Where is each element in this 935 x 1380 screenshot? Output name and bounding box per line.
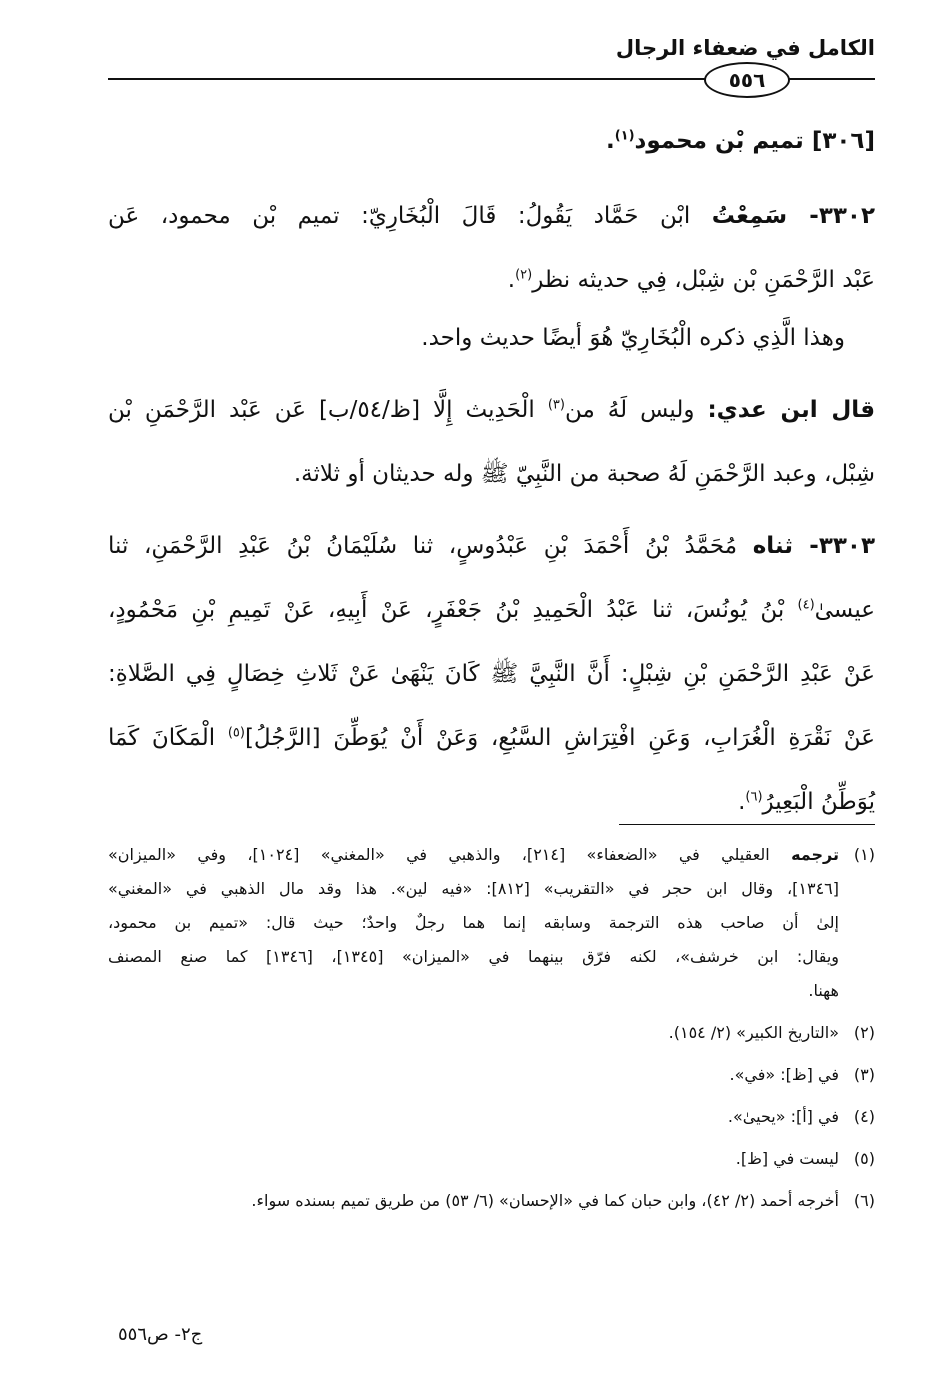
text-line [108, 578, 875, 642]
footnote-number: (٢) [853, 1023, 875, 1042]
footnote-ref[interactable]: (٣) [547, 397, 565, 413]
footnote-3 [108, 1058, 875, 1092]
text-span: مُحَمَّدُ بْنُ أَحْمَدَ بْنِ عَبْدُوسٍ، ثنا سُلَيْمَانُ بْنُ عَبْدِ الرَّحْمَنِ، ثنا [108, 533, 753, 559]
footnote-1 [108, 838, 875, 872]
text-span: يُوَطِّنُ الْبَعِيرُ [762, 789, 875, 815]
text-span: [١٣٤٦]، وقال ابن حجر في «التقريب» [٨١٢]: «فيه لين». هذا وقد مال الذهبي في «المغني» [108, 879, 839, 898]
text-span: ترجمه [791, 845, 840, 864]
entry-number: [٣٠٦] [811, 128, 875, 154]
footnote-5 [108, 1142, 875, 1176]
text-span: عَبْد الرَّحْمَنِ بْن شِبْل، فِي حديثه نظر [532, 267, 875, 293]
text-span: «التاريخ الكبير» (٢/ ١٥٤). [668, 1023, 839, 1042]
footnote-ref[interactable]: (٤) [797, 597, 815, 613]
text-span: ليست في [ظ]. [735, 1149, 839, 1168]
footnote-ref[interactable]: (٥) [227, 725, 245, 741]
footnote-ref[interactable]: (١) [614, 128, 635, 144]
text-span: عيسىٰ [814, 597, 875, 623]
footnote-ref[interactable]: (٢) [515, 267, 533, 283]
footnote-number: (٣) [853, 1065, 875, 1084]
text-line [108, 514, 875, 578]
footnote-number: (٦) [853, 1191, 875, 1210]
footnote-line [108, 906, 875, 940]
footnote-2 [108, 1016, 875, 1050]
text-span: ابْن حَمَّاد يَقُولُ: قَالَ الْبُخَارِيّ: تميم بْن محمود، عَن [108, 203, 712, 229]
text-span: في [أ]: «يحيىٰ». [727, 1107, 839, 1126]
text-span: الْحَدِيث إِلَّا [ظ/٥٤/ب] عَن عَبْد الرَّحْمَنِ بْن [108, 397, 548, 423]
page-number: ٥٥٦ [728, 68, 766, 92]
page-number-oval [704, 62, 790, 98]
text-span: إلىٰ أن صاحب هذه الترجمة وسابقه إنما هما رجلٌ واحدٌ؛ حيث قال: «تميم بن محمود، [108, 913, 839, 932]
entry-title [606, 128, 875, 154]
text-span: بْنُ يُونُسَ، ثنا عَبْدُ الْحَمِيدِ بْنُ جَعْفَرٍ، عَنْ أَبِيهِ، عَنْ تَمِيمِ بْنِ مَحْمُودٍ، [108, 597, 798, 623]
text-line [108, 442, 875, 506]
text-span: ويقال: ابن خرشف»، لكنه فرّق بينهما في «الميزان» [١٣٤٥]، [١٣٤٦] كما صنع المصنف [108, 947, 840, 966]
footnotes [108, 838, 875, 1218]
footnote-ref[interactable]: (٦) [745, 789, 763, 805]
footnote-number: (٥) [853, 1149, 875, 1168]
text-span: عَنْ نَقْرَةِ الْغُرَابِ، وَعَنِ افْتِرَاشِ السَّبُعِ، وَعَنْ أَنْ يُوَطِّنَ [الرَّجُلُ] [244, 725, 876, 751]
footnote-line [108, 974, 875, 1008]
hadith-number-3302: ٣٣٠٢- سَمِعْتُ [711, 203, 876, 229]
text-span: . [507, 267, 516, 293]
text-span: ههنا. [808, 981, 839, 1000]
footnote-separator [619, 824, 875, 825]
hadith-number-3303: ٣٣٠٣- ثناه [752, 533, 876, 559]
text-span: عَنْ عَبْدِ الرَّحْمَنِ بْنِ شِبْلٍ: أَنَّ النَّبِيَّ ﷺ كَانَ يَنْهَىٰ عَنْ ثَلاثِ خِصَالٍ فِي الصَّلاةِ: [108, 661, 875, 687]
text-span: . [738, 789, 746, 815]
text-span: أخرجه أحمد (٢/ ٤٢)، وابن حبان كما في «الإحسان» (٦/ ٥٣) من طريق تميم بسنده سواء. [251, 1191, 839, 1210]
footnote-line [108, 940, 875, 974]
text-span: الْمَكَانَ كَمَا [108, 725, 228, 751]
text-line [108, 184, 875, 248]
paragraph-note [108, 306, 875, 370]
entry-end: . [605, 128, 615, 154]
footnote-line [108, 872, 875, 906]
text-line [108, 306, 875, 370]
footnote-number: (٤) [853, 1107, 875, 1126]
text-span: في [ظ]: «في». [729, 1065, 839, 1084]
paragraph-3302 [108, 184, 875, 312]
text-line [108, 642, 875, 706]
footnote-4 [108, 1100, 875, 1134]
text-line [108, 706, 875, 770]
running-title: الكامل في ضعفاء الرجال [615, 36, 875, 60]
footnote-number: (١) [853, 845, 876, 864]
ibn-adi-label: قال ابن عدي: [707, 397, 875, 423]
text-line [108, 378, 875, 442]
footnote-6 [108, 1184, 875, 1218]
entry-name: تميم بْن محمود [634, 128, 804, 154]
text-span: العقيلي في «الضعفاء» [٢١٤]، والذهبي في «المغني» [١٠٢٤]، وفي «الميزان» [108, 845, 792, 864]
text-span: وليس لَهُ من [564, 397, 708, 423]
text-span: وهذا الَّذِي ذكره الْبُخَارِيّ هُوَ أيضًا حديث واحد. [421, 325, 845, 351]
text-line [108, 248, 875, 312]
paragraph-ibn-adi [108, 378, 875, 506]
volume-page-footer: ج٢- ص٥٥٦ [118, 1324, 203, 1345]
text-span: شِبْل، وعبد الرَّحْمَنِ لَهُ صحبة من النَّبِيّ ﷺ وله حديثان أو ثلاثة. [293, 461, 875, 487]
paragraph-3303 [108, 514, 875, 834]
